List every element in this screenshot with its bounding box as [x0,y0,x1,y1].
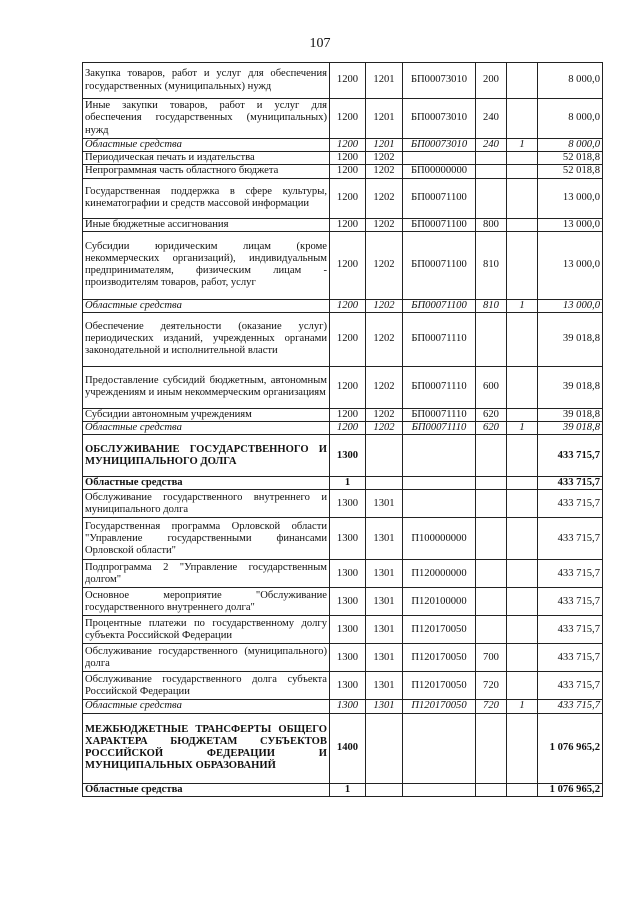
row-target-article: БП00073010 [403,63,476,99]
row-sum: 1 076 965,2 [538,783,603,796]
row-expense-type: 810 [476,231,507,299]
table-row [83,99,603,139]
row-target-article: П100000000 [403,518,476,560]
row-target-article [403,783,476,796]
row-name: Государственная программа Орловской области "Управление государственными финансами Орловской области" [83,518,330,560]
row-section: 1300 [330,588,366,616]
row-sum: 13 000,0 [538,231,603,299]
row-subsection: 1301 [366,518,403,560]
row-sum: 8 000,0 [538,63,603,99]
row-name: Субсидии автономным учреждениям [83,408,330,421]
row-target-article: П120170050 [403,616,476,644]
row-subsection: 1202 [366,299,403,312]
row-subsection: 1202 [366,422,403,435]
row-source [507,783,538,796]
row-sum: 39 018,8 [538,422,603,435]
row-expense-type [476,518,507,560]
row-subsection: 1202 [366,152,403,165]
row-expense-type [476,560,507,588]
row-subsection: 1201 [366,63,403,99]
row-sum: 13 000,0 [538,218,603,231]
row-section: 1200 [330,99,366,139]
row-subsection: 1301 [366,560,403,588]
row-name: ОБСЛУЖИВАНИЕ ГОСУДАРСТВЕННОГО И МУНИЦИПАЛЬНОГО ДОЛГА [83,435,330,477]
row-sum: 39 018,8 [538,312,603,366]
row-source [507,165,538,178]
row-subsection: 1202 [366,312,403,366]
row-section: 1200 [330,218,366,231]
table-row [83,152,603,165]
row-name: Обслуживание государственного долга субъекта Российской Федерации [83,672,330,700]
table-row [83,713,603,783]
row-subsection: 1301 [366,644,403,672]
row-expense-type [476,588,507,616]
row-source [507,408,538,421]
table-row [83,139,603,152]
row-expense-type: 700 [476,644,507,672]
row-section: 1200 [330,63,366,99]
row-name: Иные бюджетные ассигнования [83,218,330,231]
row-sum: 13 000,0 [538,178,603,218]
table-row [83,63,603,99]
row-target-article [403,152,476,165]
table-row [83,588,603,616]
page-number: 107 [309,36,331,51]
row-source [507,490,538,518]
row-expense-type [476,783,507,796]
row-source [507,477,538,490]
row-section: 1300 [330,616,366,644]
table-row [83,312,603,366]
table-row [83,672,603,700]
row-name: Закупка товаров, работ и услуг для обеспечения государственных (муниципальных) нужд [83,63,330,99]
row-subsection: 1301 [366,588,403,616]
row-subsection: 1301 [366,490,403,518]
row-target-article: БП00000000 [403,165,476,178]
table-row [83,477,603,490]
row-target-article [403,713,476,783]
row-subsection [366,435,403,477]
row-target-article: П120170050 [403,644,476,672]
row-expense-type [476,435,507,477]
row-subsection: 1201 [366,99,403,139]
row-target-article: П120000000 [403,560,476,588]
row-expense-type [476,713,507,783]
row-section: 1 [330,477,366,490]
row-source: 1 [507,139,538,152]
row-target-article: БП00071110 [403,422,476,435]
table-row [83,218,603,231]
row-subsection [366,477,403,490]
row-expense-type: 620 [476,422,507,435]
row-sum: 433 715,7 [538,616,603,644]
row-target-article: БП00071100 [403,231,476,299]
row-name: Непрограммная часть областного бюджета [83,165,330,178]
row-sum: 52 018,8 [538,152,603,165]
table-row [83,490,603,518]
row-section: 1200 [330,231,366,299]
row-name: Процентные платежи по государственному долгу субъекта Российской Федерации [83,616,330,644]
row-sum: 433 715,7 [538,477,603,490]
row-target-article: БП00071110 [403,366,476,408]
table-row [83,435,603,477]
row-source [507,560,538,588]
row-expense-type: 200 [476,63,507,99]
row-subsection: 1201 [366,139,403,152]
table-row [83,560,603,588]
table-row [83,366,603,408]
row-subsection: 1202 [366,366,403,408]
row-source [507,63,538,99]
row-source [507,616,538,644]
row-section: 1400 [330,713,366,783]
table-row [83,408,603,421]
row-source [507,218,538,231]
row-source: 1 [507,299,538,312]
row-section: 1200 [330,312,366,366]
row-target-article: БП00071110 [403,408,476,421]
row-sum: 433 715,7 [538,490,603,518]
row-target-article: БП00073010 [403,139,476,152]
row-expense-type [476,616,507,644]
row-expense-type: 240 [476,139,507,152]
row-section: 1200 [330,165,366,178]
table-row [83,422,603,435]
row-source [507,366,538,408]
row-target-article: П120170050 [403,700,476,713]
row-expense-type: 240 [476,99,507,139]
row-expense-type: 600 [476,366,507,408]
row-target-article: БП00071100 [403,218,476,231]
row-subsection: 1202 [366,408,403,421]
row-source [507,152,538,165]
row-section: 1300 [330,672,366,700]
row-section: 1300 [330,700,366,713]
row-name: Обслуживание государственного внутреннего и муниципального долга [83,490,330,518]
row-subsection: 1202 [366,165,403,178]
row-section: 1300 [330,644,366,672]
row-sum: 52 018,8 [538,165,603,178]
row-name: Областные средства [83,139,330,152]
row-target-article: БП00071100 [403,178,476,218]
row-source [507,672,538,700]
row-subsection: 1202 [366,218,403,231]
budget-table [82,62,603,797]
row-target-article: П120170050 [403,672,476,700]
row-expense-type [476,165,507,178]
row-section: 1200 [330,178,366,218]
row-subsection [366,713,403,783]
row-expense-type: 620 [476,408,507,421]
table-row [83,231,603,299]
row-section: 1200 [330,422,366,435]
row-source [507,518,538,560]
row-section: 1200 [330,408,366,421]
row-name: Областные средства [83,299,330,312]
row-source: 1 [507,700,538,713]
row-name: Областные средства [83,783,330,796]
row-expense-type: 800 [476,218,507,231]
table-row [83,700,603,713]
row-section: 1 [330,783,366,796]
row-subsection: 1301 [366,616,403,644]
row-section: 1200 [330,299,366,312]
row-target-article: БП00071100 [403,299,476,312]
row-expense-type [476,477,507,490]
table-row [83,518,603,560]
row-sum: 1 076 965,2 [538,713,603,783]
row-sum: 433 715,7 [538,644,603,672]
row-name: Областные средства [83,477,330,490]
row-source [507,435,538,477]
row-subsection: 1202 [366,178,403,218]
row-expense-type [476,490,507,518]
row-expense-type: 720 [476,672,507,700]
row-expense-type: 810 [476,299,507,312]
table-row [83,783,603,796]
row-subsection: 1202 [366,231,403,299]
row-sum: 433 715,7 [538,588,603,616]
row-sum: 8 000,0 [538,139,603,152]
row-expense-type [476,312,507,366]
row-name: Субсидии юридическим лицам (кроме некоммерческих организаций), индивидуальным предпринимателям, физическим лицам - производителям товаров, работ, услуг [83,231,330,299]
row-name: Подпрограмма 2 "Управление государственным долгом" [83,560,330,588]
row-subsection [366,783,403,796]
row-name: Областные средства [83,700,330,713]
row-source [507,713,538,783]
row-section: 1200 [330,366,366,408]
row-source [507,644,538,672]
row-source [507,312,538,366]
row-section: 1200 [330,152,366,165]
table-row [83,616,603,644]
table-row [83,299,603,312]
row-name: МЕЖБЮДЖЕТНЫЕ ТРАНСФЕРТЫ ОБЩЕГО ХАРАКТЕРА БЮДЖЕТАМ СУБЪЕКТОВ РОССИЙСКОЙ ФЕДЕРАЦИИ И МУНИЦИПАЛЬНЫХ ОБРАЗОВАНИЙ [83,713,330,783]
row-target-article [403,477,476,490]
row-sum: 433 715,7 [538,560,603,588]
row-sum: 39 018,8 [538,408,603,421]
table-row [83,644,603,672]
row-name: Иные закупки товаров, работ и услуг для обеспечения государственных (муниципальных) нужд [83,99,330,139]
row-source: 1 [507,422,538,435]
row-section: 1300 [330,518,366,560]
row-subsection: 1301 [366,672,403,700]
row-source [507,588,538,616]
row-name: Основное мероприятие "Обслуживание государственного внутреннего долга" [83,588,330,616]
row-target-article: П120100000 [403,588,476,616]
row-name: Государственная поддержка в сфере культуры, кинематографии и средств массовой информации [83,178,330,218]
row-target-article [403,490,476,518]
row-expense-type: 720 [476,700,507,713]
row-source [507,99,538,139]
row-sum: 39 018,8 [538,366,603,408]
row-sum: 433 715,7 [538,700,603,713]
row-section: 1300 [330,560,366,588]
row-section: 1300 [330,490,366,518]
row-subsection: 1301 [366,700,403,713]
row-expense-type [476,178,507,218]
row-target-article [403,435,476,477]
row-section: 1300 [330,435,366,477]
row-name: Обеспечение деятельности (оказание услуг) периодических изданий, учрежденных органами законодательной и исполнительной власти [83,312,330,366]
row-target-article: БП00073010 [403,99,476,139]
table-row [83,178,603,218]
row-section: 1200 [330,139,366,152]
row-expense-type [476,152,507,165]
row-sum: 8 000,0 [538,99,603,139]
row-sum: 433 715,7 [538,435,603,477]
row-sum: 13 000,0 [538,299,603,312]
row-target-article: БП00071110 [403,312,476,366]
row-name: Обслуживание государственного (муниципального) долга [83,644,330,672]
row-sum: 433 715,7 [538,672,603,700]
row-name: Предоставление субсидий бюджетным, автономным учреждениям и иным некоммерческим организациям [83,366,330,408]
row-source [507,178,538,218]
row-name: Периодическая печать и издательства [83,152,330,165]
table-row [83,165,603,178]
row-source [507,231,538,299]
row-name: Областные средства [83,422,330,435]
row-sum: 433 715,7 [538,518,603,560]
